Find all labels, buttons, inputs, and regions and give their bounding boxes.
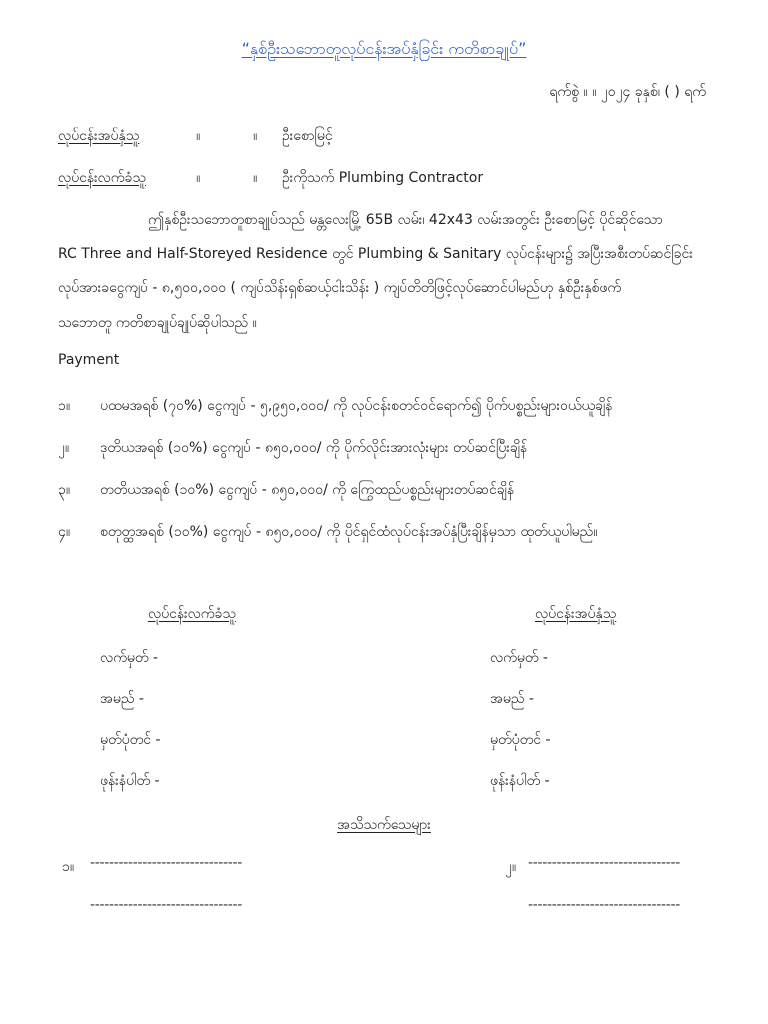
witness-line: -------------------------------- xyxy=(528,897,681,913)
party-separator: ။ xyxy=(253,170,258,186)
witnesses-heading: အသိသက်သေများ xyxy=(337,817,431,833)
date-line: ရက်စွဲ ။ ။ ၂၀၂၄ ခုနှစ်၊ ( ) ရက် xyxy=(549,84,706,100)
party-name-owner: ဦးစောမြင့် xyxy=(282,128,333,144)
party-separator: ။ xyxy=(196,170,201,186)
body-line: RC Three and Half-Storeyed Residence တွင် Plumbing & Sanitary လုပ်ငန်းများ၌ အပြီးအစီးတပ်ဆင်ခြင်း xyxy=(58,246,693,262)
payment-number: ၄။ xyxy=(58,524,71,540)
phone-field: ဖုန်းနံပါတ် - xyxy=(100,773,160,789)
name-field: အမည် - xyxy=(490,691,534,707)
body-line: ဤနှစ်ဦးသဘောတူစာချုပ်သည် မန္တလေးမြို့ 65B လမ်း၊ 42x43 လမ်းအတွင်း ဦးစောမြင့် ပိုင်ဆိုင်သော xyxy=(148,212,663,228)
nrc-field: မှတ်ပုံတင် - xyxy=(490,732,551,748)
party-label-contractor: လုပ်ငန်းလက်ခံသူ xyxy=(58,170,146,186)
witness-number: ၁။ xyxy=(62,859,75,875)
body-line: သဘောတူ ကတိစာချုပ်ချုပ်ဆိုပါသည် ။ xyxy=(58,315,257,331)
phone-field: ဖုန်းနံပါတ် - xyxy=(490,773,550,789)
party-label-owner: လုပ်ငန်းအပ်နှံသူ xyxy=(58,128,140,144)
name-field: အမည် - xyxy=(100,691,144,707)
signature-field: လက်မှတ် - xyxy=(100,650,158,666)
witness-line: -------------------------------- xyxy=(90,897,243,913)
witness-line: -------------------------------- xyxy=(528,855,681,871)
payment-number: ၁။ xyxy=(58,398,71,414)
payment-heading: Payment xyxy=(58,352,120,368)
party-name-contractor: ဦးကိုသက် Plumbing Contractor xyxy=(282,170,484,186)
payment-number: ၂။ xyxy=(58,440,70,456)
payment-text: ဒုတိယအရစ် (၁၀%) ငွေကျပ် - ၈၅၀,၀၀၀/ ကို ပိုက်လိုင်းအားလုံးများ တပ်ဆင်ပြီးချိန် xyxy=(100,440,528,456)
document-title: “နှစ်ဦးသဘောတူလုပ်ငန်းအပ်နှံခြင်း ကတိစာချုပ်” xyxy=(241,39,527,58)
signature-heading-owner: လုပ်ငန်းအပ်နှံသူ xyxy=(535,606,617,622)
party-separator: ။ xyxy=(196,128,201,144)
payment-text: တတိယအရစ် (၁၀%) ငွေကျပ် - ၈၅၀,၀၀၀/ ကို ကြွေထည်ပစ္စည်းများတပ်ဆင်ချိန် xyxy=(100,482,515,498)
payment-text: ပထမအရစ် (၇၀%) ငွေကျပ် - ၅,၉၅၀,၀၀၀/ ကို လုပ်ငန်းစတင်ဝင်ရောက်၍ ပိုက်ပစ္စည်းများဝယ်ယူချိန် xyxy=(100,398,613,414)
body-line: လုပ်အားခငွေကျပ် - ၈,၅၀၀,၀၀၀ ( ကျပ်သိန်းရှစ်ဆယ့်ငါးသိန်း ) ကျပ်တိတိဖြင့်လုပ်ဆောင်ပါမည်ဟု နှစ်ဦးနှစ်ဖက် xyxy=(58,280,622,296)
payment-text: စတုတ္ထအရစ် (၁၀%) ငွေကျပ် - ၈၅၀,၀၀၀/ ကို ပိုင်ရှင်ထံလုပ်ငန်းအပ်နှံပြီးချိန်မှသာ ထုတ်ယူပါမည်။ xyxy=(100,524,598,540)
signature-field: လက်မှတ် - xyxy=(490,650,548,666)
party-separator: ။ xyxy=(253,128,258,144)
signature-heading-contractor: လုပ်ငန်းလက်ခံသူ xyxy=(148,606,236,622)
payment-number: ၃။ xyxy=(58,482,71,498)
witness-number: ၂။ xyxy=(505,859,517,875)
witness-line: -------------------------------- xyxy=(90,855,243,871)
nrc-field: မှတ်ပုံတင် - xyxy=(100,732,161,748)
